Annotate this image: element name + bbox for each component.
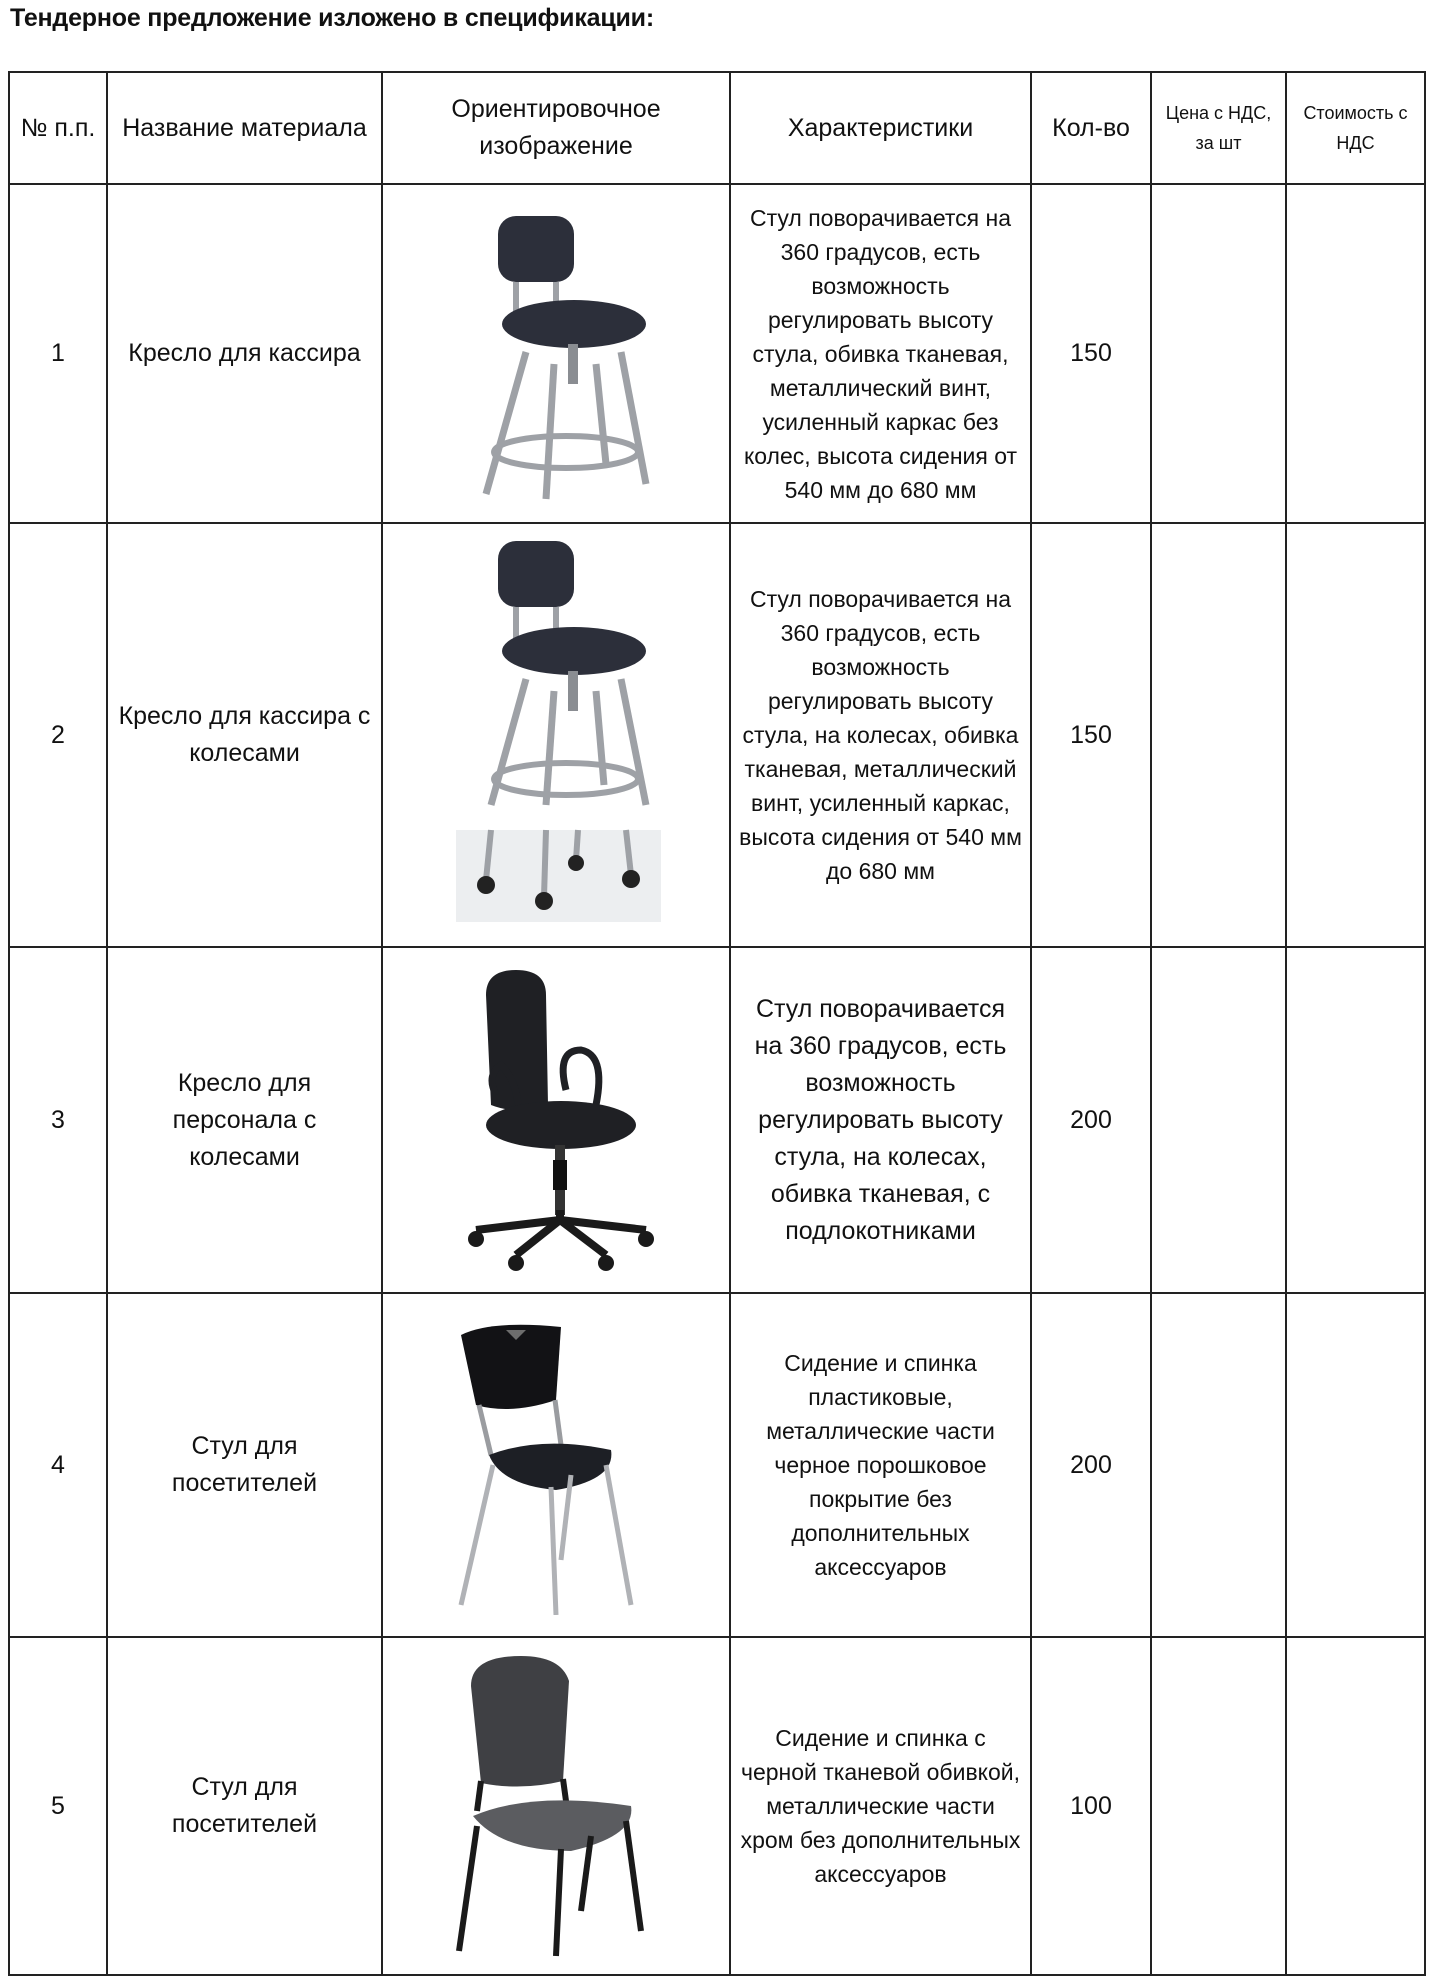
row-num: 4 <box>9 1293 107 1637</box>
row-name: Кресло для кассира <box>107 184 382 523</box>
plastic-visitor-chair-icon <box>451 1315 661 1615</box>
row-image <box>382 947 730 1293</box>
table-header-row <box>9 72 1425 184</box>
row-price[interactable] <box>1151 1637 1286 1975</box>
row-num: 1 <box>9 184 107 523</box>
table-row <box>9 184 1425 523</box>
row-image <box>382 1293 730 1637</box>
cashier-stool-with-wheels-icon <box>446 535 666 935</box>
header-image: Ориентировочное изображение <box>382 72 730 184</box>
header-cost: Стоимость с НДС <box>1286 72 1425 184</box>
table-row <box>9 1637 1425 1975</box>
page-title: Тендерное предложение изложено в спецификации: <box>10 4 654 32</box>
row-quantity: 200 <box>1031 1293 1151 1637</box>
row-characteristics: Стул поворачивается на 360 градусов, есть возможность регулировать высоту стула, обивка тканевая, металлический винт, усиленный каркас без колес, высота сидения от 540 мм до 680 мм <box>730 184 1031 523</box>
header-price: Цена с НДС, за шт <box>1151 72 1286 184</box>
header-num: № п.п. <box>9 72 107 184</box>
row-name: Стул для посетителей <box>107 1637 382 1975</box>
specification-table <box>8 71 1426 1976</box>
row-num: 5 <box>9 1637 107 1975</box>
row-image <box>382 1637 730 1975</box>
cashier-stool-icon <box>456 204 656 504</box>
row-image <box>382 184 730 523</box>
row-characteristics: Сидение и спинка пластиковые, металлические части черное порошковое покрытие без дополнительных аксессуаров <box>730 1293 1031 1637</box>
row-quantity: 150 <box>1031 523 1151 947</box>
fabric-visitor-chair-icon <box>451 1651 661 1961</box>
row-name: Кресло для персонала с колесами <box>107 947 382 1293</box>
row-num: 3 <box>9 947 107 1293</box>
row-price[interactable] <box>1151 184 1286 523</box>
table-row <box>9 1293 1425 1637</box>
row-characteristics: Стул поворачивается на 360 градусов, есть возможность регулировать высоту стула, на колесах, обивка тканевая, металлический винт, усиленный каркас, высота сидения от 540 мм до 680 мм <box>730 523 1031 947</box>
row-name: Стул для посетителей <box>107 1293 382 1637</box>
table-row <box>9 947 1425 1293</box>
table-row <box>9 523 1425 947</box>
row-cost[interactable] <box>1286 1293 1425 1637</box>
row-characteristics: Сидение и спинка с черной тканевой обивкой, металлические части хром без дополнительных аксессуаров <box>730 1637 1031 1975</box>
header-characteristics: Характеристики <box>730 72 1031 184</box>
row-cost[interactable] <box>1286 947 1425 1293</box>
row-characteristics: Стул поворачивается на 360 градусов, есть возможность регулировать высоту стула, на колесах, обивка тканевая, с подлокотниками <box>730 947 1031 1293</box>
office-chair-icon <box>456 965 656 1275</box>
row-num: 2 <box>9 523 107 947</box>
row-price[interactable] <box>1151 947 1286 1293</box>
row-cost[interactable] <box>1286 184 1425 523</box>
row-quantity: 100 <box>1031 1637 1151 1975</box>
row-cost[interactable] <box>1286 523 1425 947</box>
row-cost[interactable] <box>1286 1637 1425 1975</box>
header-quantity: Кол-во <box>1031 72 1151 184</box>
row-price[interactable] <box>1151 1293 1286 1637</box>
row-image <box>382 523 730 947</box>
row-price[interactable] <box>1151 523 1286 947</box>
row-name: Кресло для кассира с колесами <box>107 523 382 947</box>
row-quantity: 200 <box>1031 947 1151 1293</box>
header-name: Название материала <box>107 72 382 184</box>
row-quantity: 150 <box>1031 184 1151 523</box>
